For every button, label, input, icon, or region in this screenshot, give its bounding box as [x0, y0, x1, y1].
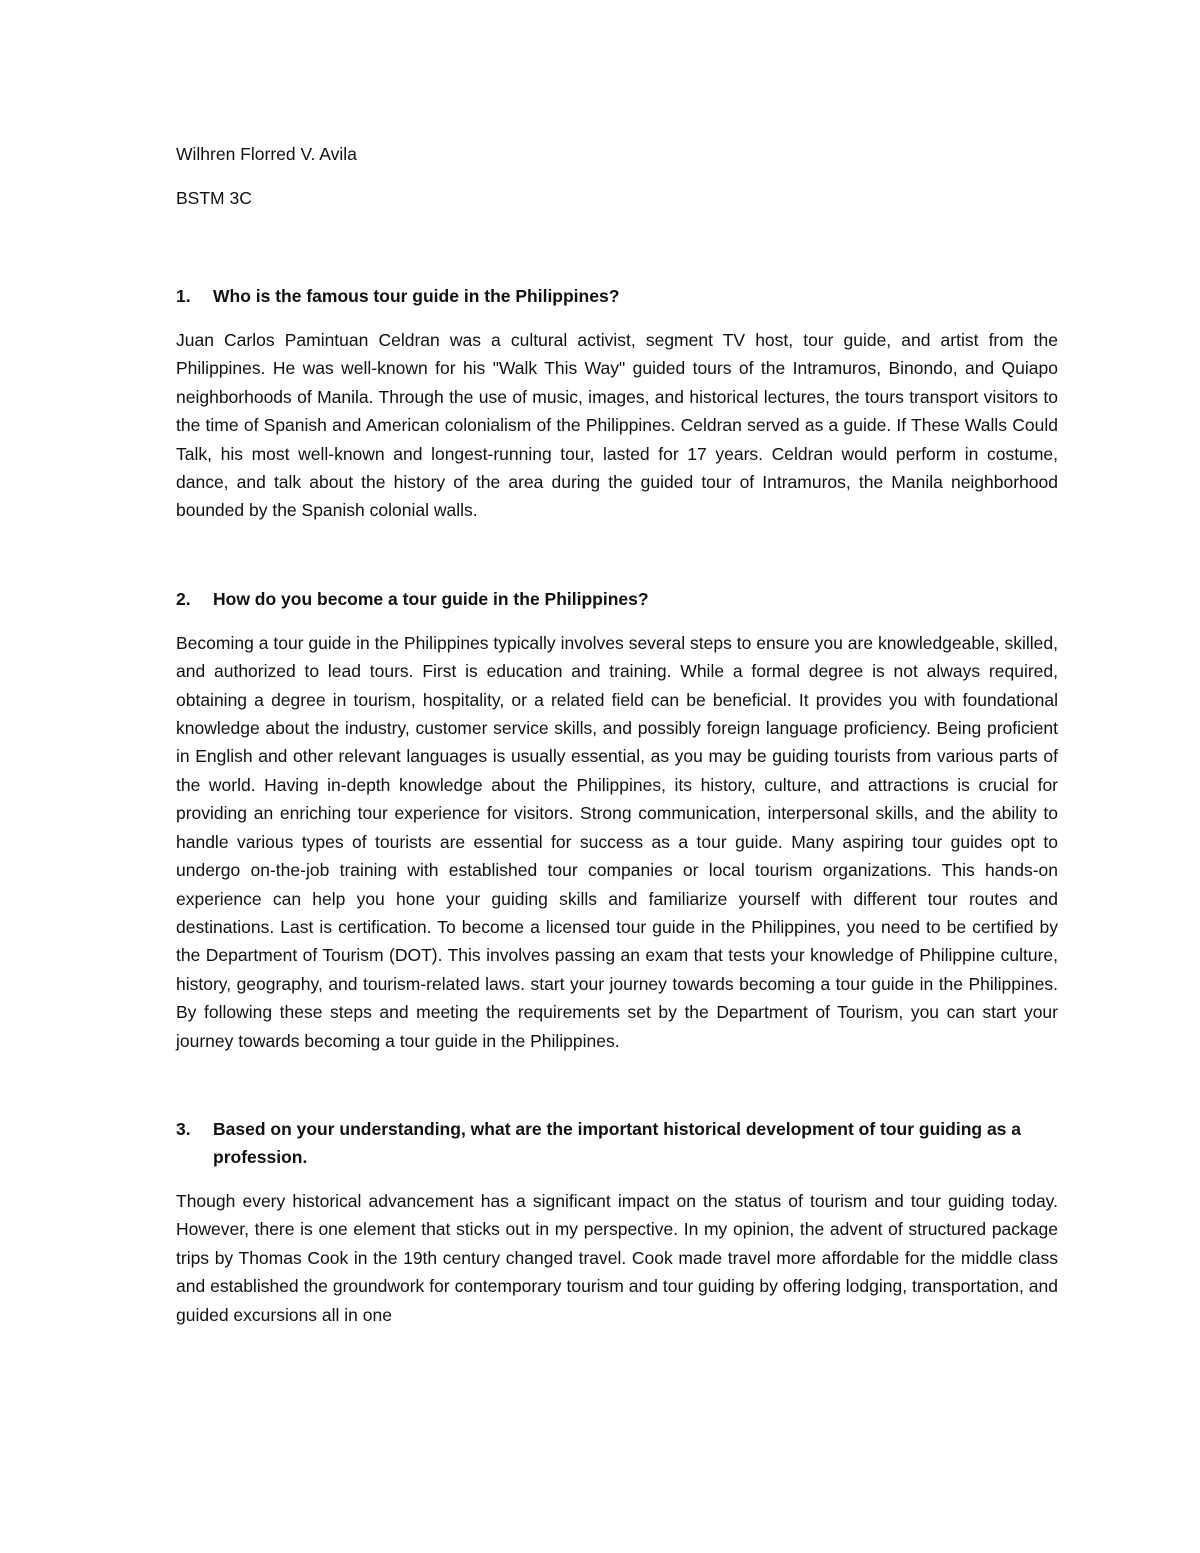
question-2: [176, 585, 1058, 613]
document-page: [176, 140, 1058, 1329]
question-3: [176, 1115, 1058, 1171]
question-1-number: 1.: [176, 286, 191, 306]
question-1-text: Who is the famous tour guide in the Philippines?: [213, 286, 620, 306]
question-2-number: 2.: [176, 588, 191, 609]
question-3-text: Based on your understanding, what are the important historical development of tour guiding as a profession.: [213, 1118, 1022, 1167]
answer-2: Becoming a tour guide in the Philippines typically involves several steps to ensure you are knowledgeable, skilled, and authorized to lead tours. First is education and training. While a formal degree is not always required, obtaining a degree in tourism, hospitality, or a related field can be beneficial. It provides you with foundational knowledge about the industry, customer service skills, and possibly foreign language proficiency. Being proficient in English and other relevant languages is usually essential, as you may be guiding tourists from various parts of the world. Having in-depth knowledge about the Philippines, its history, culture, and attractions is crucial for providing an enriching tour experience for visitors. Strong communication, interpersonal skills, and the ability to handle various types of tourists are essential for success as a tour guide. Many aspiring tour guides opt to undergo on-the-job training with established tour companies or local tourism organizations. This hands-on experience can help you hone your guiding skills and familiarize yourself with different tour routes and destinations. Last is certification. To become a licensed tour guide in the Philippines, you need to be certified by the Department of Tourism (DOT). This involves passing an exam that tests your knowledge of Philippine culture, history, geography, and tourism-related laws. start your journey towards becoming a tour guide in the Philippines. By following these steps and meeting the requirements set by the Department of Tourism, you can start your journey towards becoming a tour guide in the Philippines.: [176, 632, 1058, 1051]
question-3-number: 3.: [176, 1118, 191, 1139]
question-2-text: How do you become a tour guide in the Philippines?: [213, 588, 649, 609]
course-section: BSTM 3C: [176, 188, 252, 208]
author-name: Wilhren Florred V. Avila: [176, 144, 357, 164]
question-1: [176, 282, 1058, 310]
answer-1: Juan Carlos Pamintuan Celdran was a cultural activist, segment TV host, tour guide, and artist from the Philippines. He was well-known for his "Walk This Way" guided tours of the Intramuros, Binondo, and Quiapo neighborhoods of Manila. Through the use of music, images, and historical lectures, the tours transport visitors to the time of Spanish and American colonialism of the Philippines. Celdran served as a guide. If These Walls Could Talk, his most well-known and longest-running tour, lasted for 17 years. Celdran would perform in costume, dance, and talk about the history of the area during the guided tour of Intramuros, the Manila neighborhood bounded by the Spanish colonial walls.: [176, 330, 1058, 521]
answer-3: Though every historical advancement has a significant impact on the status of tourism and tour guiding today. However, there is one element that sticks out in my perspective. In my opinion, the advent of structured package trips by Thomas Cook in the 19th century changed travel. Cook made travel more affordable for the middle class and established the groundwork for contemporary tourism and tour guiding by offering lodging, transportation, and guided excursions all in one: [176, 1190, 1058, 1325]
